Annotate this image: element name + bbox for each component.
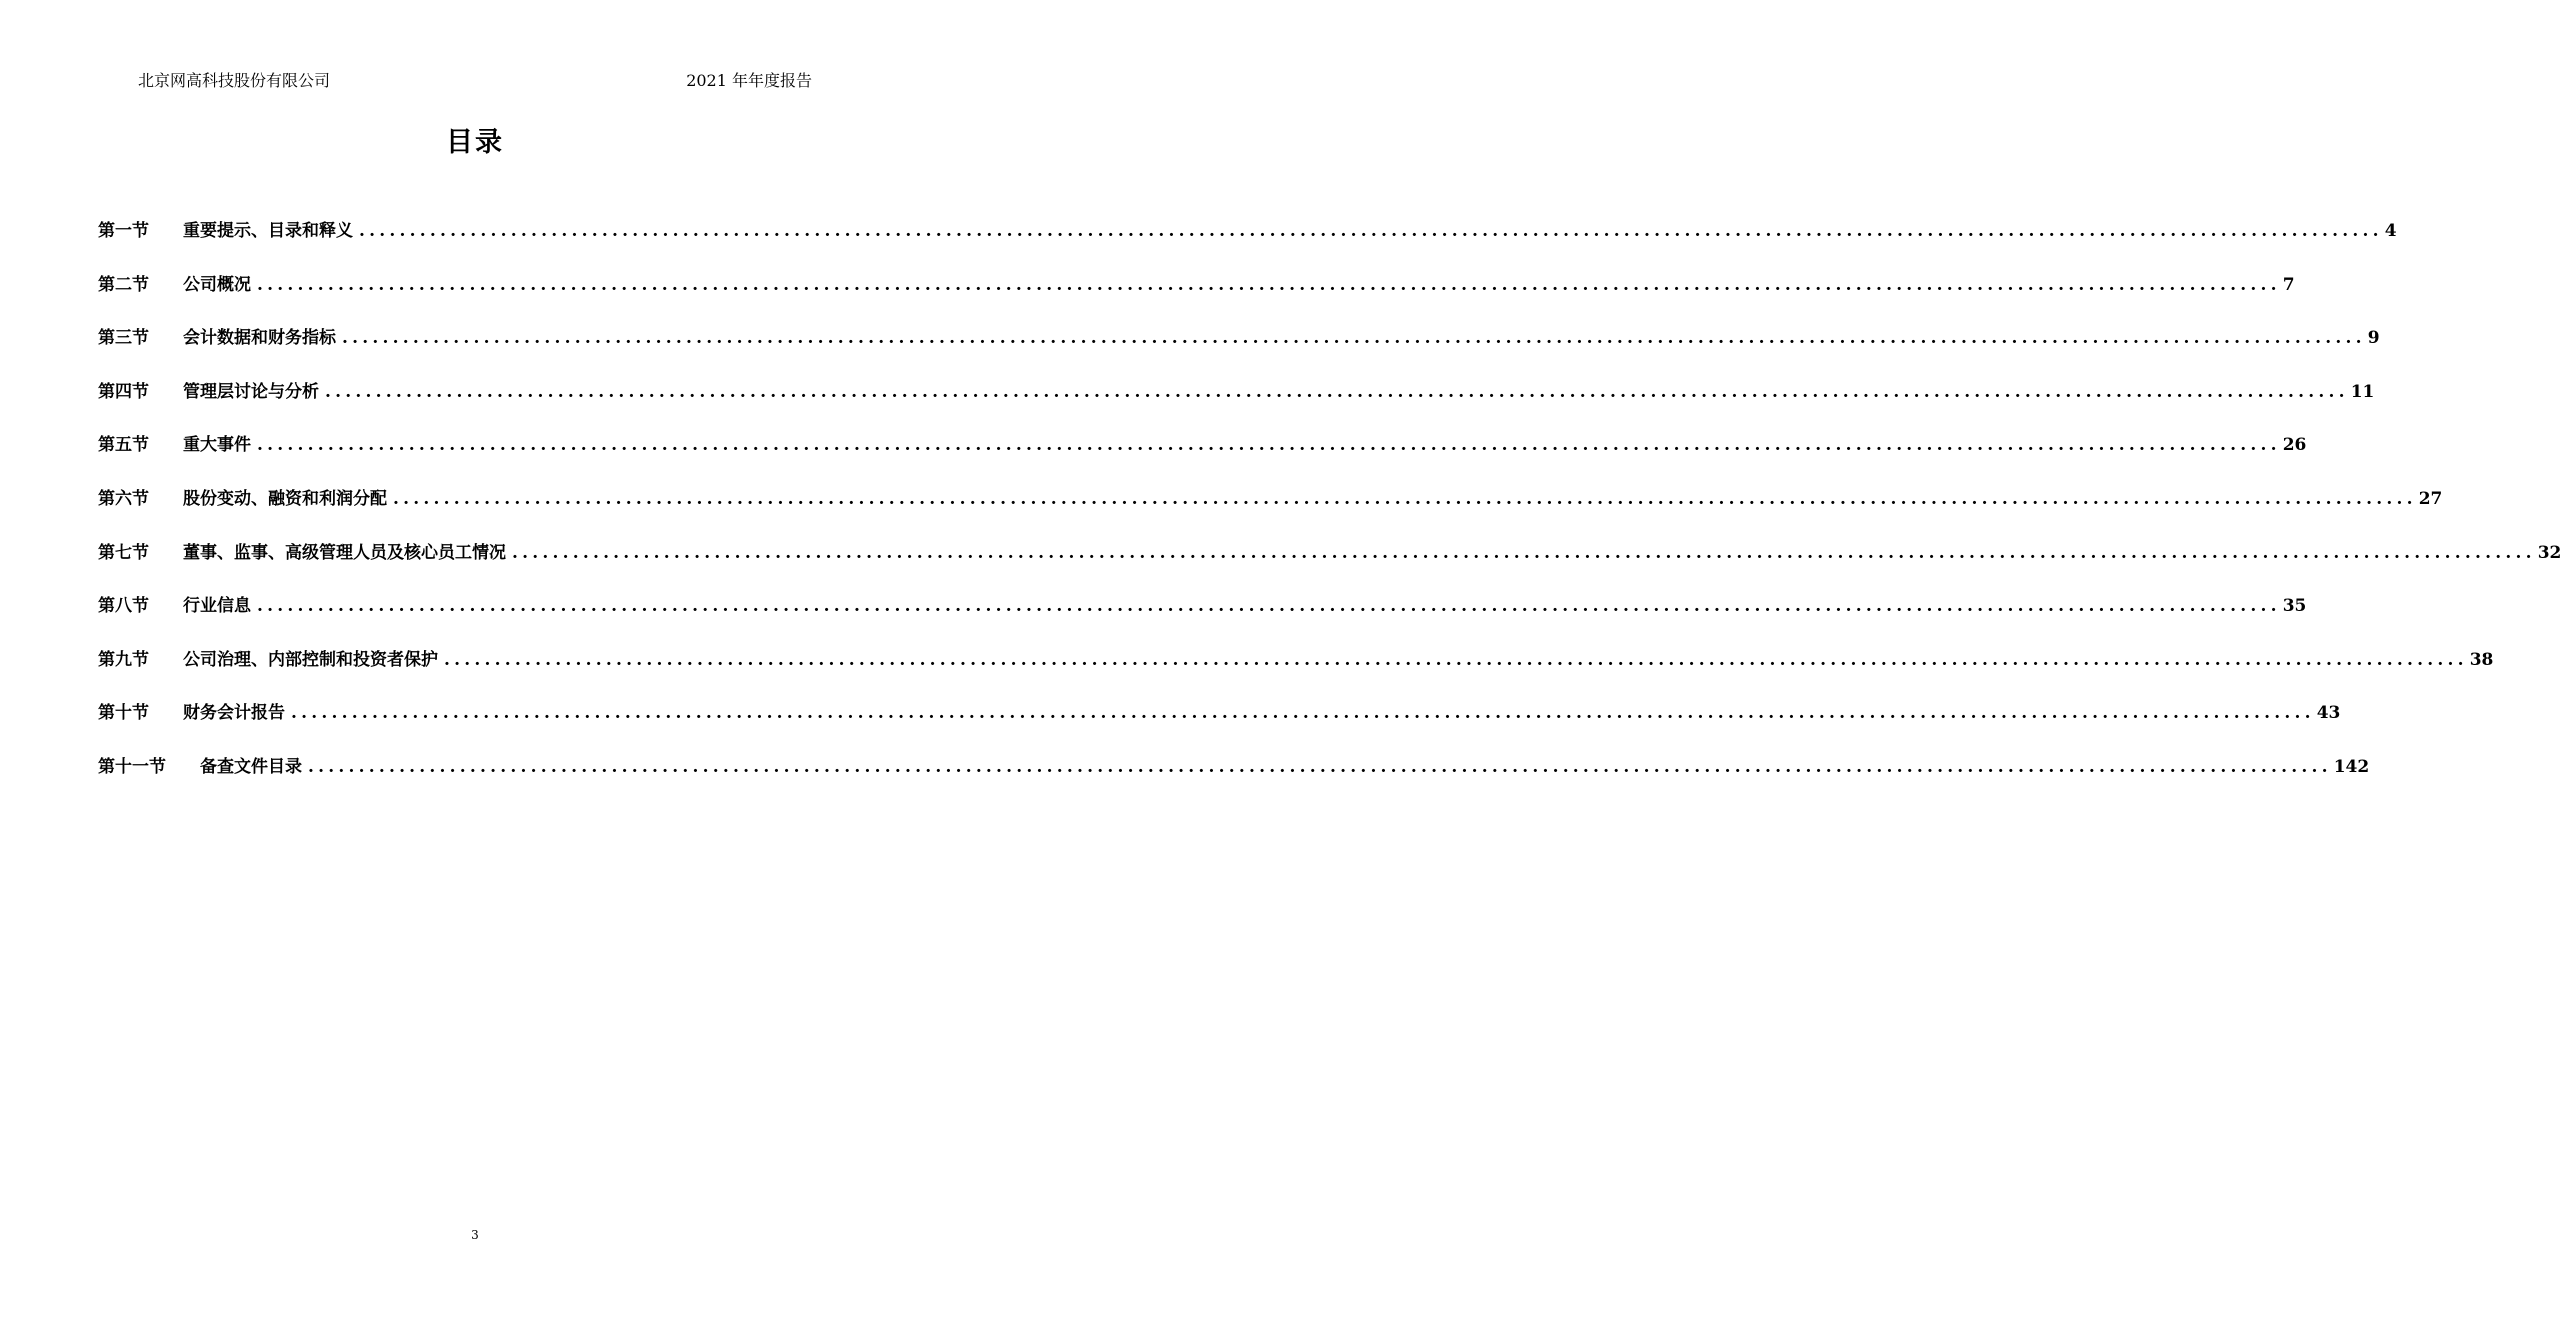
toc-entry[interactable] — [98, 218, 2397, 272]
toc-entry[interactable] — [98, 700, 2341, 754]
toc-section-title: 财务会计报告 — [183, 703, 285, 724]
toc-section-number: 第十节 — [98, 703, 149, 724]
page-header — [138, 68, 812, 92]
toc-entry[interactable] — [98, 432, 2307, 486]
toc-page-number: 11 — [2350, 381, 2375, 402]
toc-leader-dots: ........................................................................................................................................................................................................ — [257, 274, 2281, 295]
toc-section-number: 第三节 — [98, 328, 149, 349]
toc-section-title: 公司概况 — [183, 274, 251, 295]
toc-leader-dots: ........................................................................................................................................................................................................ — [444, 649, 2468, 670]
toc-leader-dots: ........................................................................................................................................................................................................ — [325, 381, 2349, 402]
toc-leader-dots: ........................................................................................................................................................................................................ — [257, 596, 2281, 617]
toc-leader-dots: ........................................................................................................................................................................................................ — [393, 488, 2417, 509]
toc-page-number: 38 — [2469, 649, 2494, 670]
toc-section-title: 管理层讨论与分析 — [183, 381, 319, 402]
company-name: 北京网高科技股份有限公司 — [138, 71, 331, 90]
toc-section-number: 第六节 — [98, 488, 149, 509]
toc-section-number: 第七节 — [98, 542, 149, 563]
toc-section-number: 第八节 — [98, 596, 149, 617]
toc-section-title: 董事、监事、高级管理人员及核心员工情况 — [183, 542, 506, 563]
toc-section-number: 第五节 — [98, 435, 149, 456]
table-of-contents — [98, 218, 2561, 808]
page-number: 3 — [471, 1228, 479, 1242]
toc-page-number: 43 — [2316, 703, 2341, 724]
toc-section-number: 第九节 — [98, 649, 149, 670]
toc-page-number: 4 — [2384, 221, 2397, 241]
toc-page-number: 26 — [2282, 435, 2307, 456]
toc-section-title: 会计数据和财务指标 — [183, 328, 336, 349]
toc-leader-dots: ........................................................................................................................................................................................................ — [308, 756, 2332, 777]
toc-entry[interactable] — [98, 593, 2307, 647]
toc-section-number: 第一节 — [98, 221, 149, 241]
toc-section-number: 第二节 — [98, 274, 149, 295]
toc-page-number: 7 — [2282, 274, 2295, 295]
toc-page-number: 142 — [2333, 756, 2370, 777]
toc-section-number: 第十一节 — [98, 756, 166, 777]
toc-page-number: 27 — [2418, 488, 2443, 509]
toc-section-title: 股份变动、融资和利润分配 — [183, 488, 387, 509]
toc-leader-dots: ........................................................................................................................................................................................................ — [257, 435, 2281, 456]
toc-entry[interactable] — [98, 379, 2375, 433]
toc-leader-dots: ........................................................................................................................................................................................................ — [342, 328, 2366, 349]
toc-section-title: 公司治理、内部控制和投资者保护 — [183, 649, 438, 670]
toc-section-title: 行业信息 — [183, 596, 251, 617]
toc-section-number: 第四节 — [98, 381, 149, 402]
toc-section-title: 重大事件 — [183, 435, 251, 456]
report-name: 2021 年年度报告 — [686, 71, 812, 90]
toc-leader-dots: ........................................................................................................................................................................................................ — [291, 703, 2315, 724]
toc-entry[interactable] — [98, 272, 2295, 326]
toc-leader-dots: ........................................................................................................................................................................................................ — [512, 542, 2536, 563]
toc-entry[interactable] — [98, 325, 2380, 379]
toc-entry[interactable] — [98, 540, 2561, 594]
toc-page-number: 9 — [2367, 328, 2380, 349]
toc-section-title: 备查文件目录 — [200, 756, 302, 777]
toc-page-number: 32 — [2537, 542, 2561, 563]
toc-title: 目录 — [446, 127, 504, 158]
toc-entry[interactable] — [98, 647, 2494, 701]
toc-entry[interactable] — [98, 486, 2443, 540]
toc-page-number: 35 — [2282, 596, 2307, 617]
toc-leader-dots: ........................................................................................................................................................................................................ — [359, 221, 2383, 241]
toc-entry[interactable] — [98, 754, 2370, 808]
toc-section-title: 重要提示、目录和释义 — [183, 221, 353, 241]
